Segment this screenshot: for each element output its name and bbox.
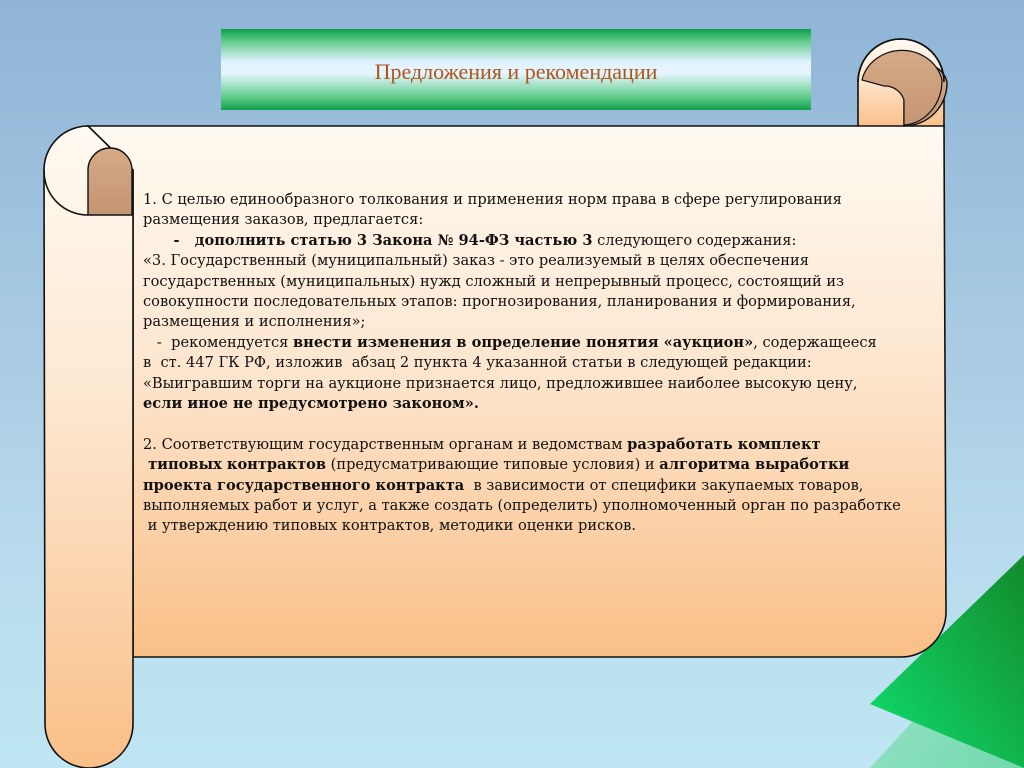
paragraph-line: размещения и исполнения»; (143, 313, 366, 331)
emphasis-text: внести изменения в определение понятия «аукцион» (293, 333, 754, 351)
scroll-left-roll (44, 126, 133, 768)
paragraph-line: размещения заказов, предлагается: (143, 211, 424, 229)
paragraph-line: государственных (муниципальных) нужд сложный и непрерывный процесс, состоящий из (143, 272, 845, 290)
paragraph-line (143, 333, 943, 353)
plain-text: - рекомендуется (143, 333, 294, 351)
paragraph-line: и утверждению типовых контрактов, методики оценки рисков. (143, 517, 637, 535)
paragraph-line: в ст. 447 ГК РФ, изложив абзац 2 пункта 4 указанной статьи в следующей редакции: (143, 354, 812, 372)
paragraph-line (143, 435, 943, 455)
plain-text: , содержащееся (753, 333, 877, 351)
page-title: Предложения и рекомендации (374, 59, 658, 84)
plain-text: 2. Соответствующим государственным органам и ведомствам (143, 435, 628, 453)
paragraph-line (143, 231, 943, 251)
plain-text: (предусматривающие типовые условия) и (326, 456, 660, 474)
emphasis-text: проекта государственного контракта (143, 476, 465, 494)
emphasis-text: если иное не предусмотрено законом». (143, 395, 479, 413)
paragraph-line (143, 394, 943, 414)
plain-text: следующего содержания: (592, 231, 797, 249)
paragraph-line: «3. Государственный (муниципальный) заказ - это реализуемый в целях обеспечения (143, 252, 809, 270)
paragraph-line (143, 476, 943, 496)
paragraph-line: совокупности последовательных этапов: прогнозирования, планирования и формирования, (143, 293, 856, 311)
paragraph-line (143, 455, 943, 475)
paragraph-line: 1. С целью единообразного толкования и применения норм права в сфере регулирования (143, 191, 842, 208)
paragraph-spacer (143, 414, 943, 434)
emphasis-text: алгоритма выработки (659, 456, 850, 474)
emphasis-text: - дополнить статью 3 Закона № 94-ФЗ частью 3 (143, 231, 593, 249)
paragraph-line: «Выигравшим торги на аукционе признается лицо, предложившее наиболее высокую цену, (143, 374, 858, 392)
emphasis-text: типовых контрактов (143, 456, 327, 474)
proposal-text (143, 190, 943, 537)
scroll-left-curl (88, 148, 132, 215)
emphasis-text: разработать комплект (627, 435, 821, 453)
plain-text: в зависимости от специфики закупаемых товаров, (464, 476, 864, 494)
paragraph-line: выполняемых работ и услуг, а также создать (определить) уполномоченный орган по разработке (143, 497, 901, 515)
